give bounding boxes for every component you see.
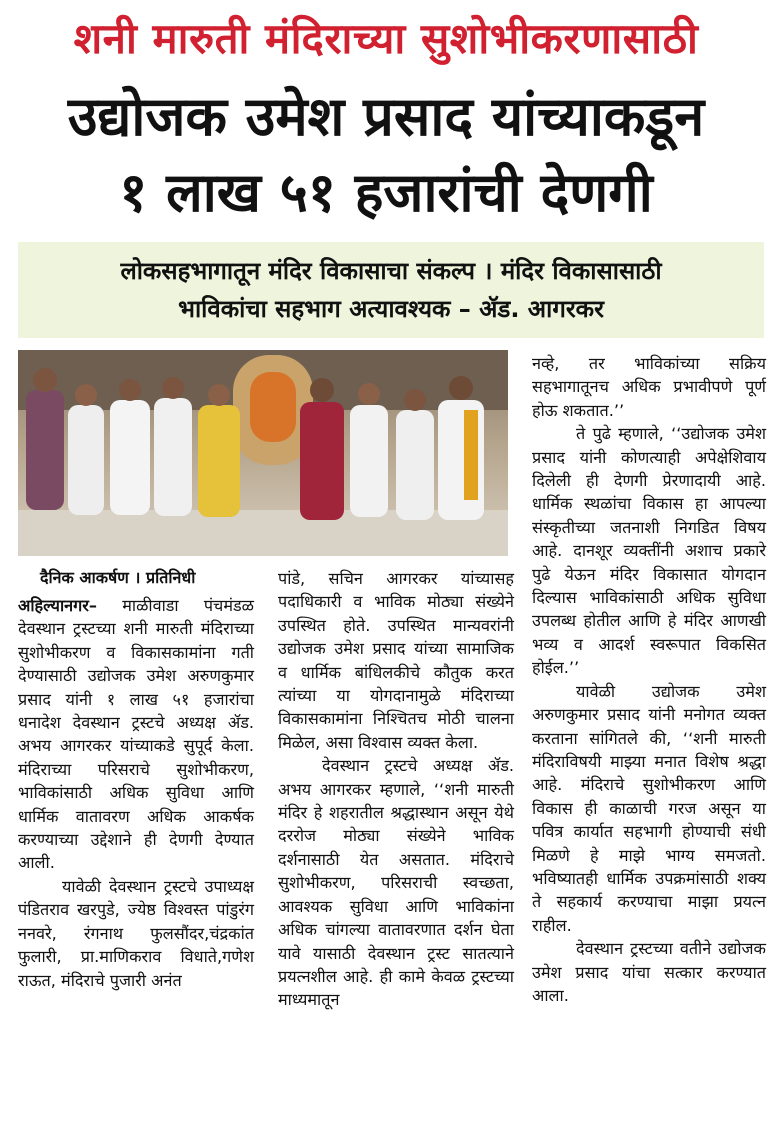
headline-line-1: उद्योजक उमेश प्रसाद यांच्याकडून xyxy=(67,85,705,148)
subheadline-line-1: लोकसहभागातून मंदिर विकासाचा संकल्प । मंदिर विकासासाठी xyxy=(120,257,662,285)
article-paragraph: यावेळी देवस्थान ट्रस्टचे उपाध्यक्ष पंडितराव खरपुडे, ज्येष्ठ विश्वस्त पांडुरंग ननवरे, रंगनाथ फुलसौंदर,चंद्रकांत फुलारी, प्रा.माणिकराव विधाते,गणेश राऊत, मंदिराचे पुजारी अनंत xyxy=(18,876,254,990)
article-paragraph: देवस्थान ट्रस्टच्या वतीने उद्योजक उमेश प्रसाद यांचा सत्कार करण्यात आला. xyxy=(532,939,766,1005)
headline-kicker: शनी मारुती मंदिराच्या सुशोभीकरणासाठी xyxy=(73,14,699,63)
event-photo xyxy=(18,350,508,556)
subheadline-box xyxy=(18,242,764,338)
article-paragraph: देवस्थान ट्रस्टचे अध्यक्ष ॲड. अभय आगरकर म्हणाले, ‘‘शनी मारुती मंदिर हे शहरातील श्रद्धास्थान असून येथे दररोज मोठ्या संख्येने भाविक दर्शनासाठी येत असतात. मंदिराचे सुशोभीकरण, परिसराची स्वच्छता, आवश्यक सुविधा आणि भाविकांना अधिक चांगल्या वातावरणात दर्शन घेता यावे यासाठी देवस्थान ट्रस्ट सातत्याने प्रयत्नशील आहे. ही कामे केवळ ट्रस्टच्या माध्यमातून xyxy=(278,756,514,1010)
byline: दैनिक आकर्षण । प्रतिनिधी xyxy=(40,568,196,587)
article-column-3 xyxy=(532,352,766,1007)
article-paragraph: नव्हे, तर भाविकांच्या सक्रिय सहभागातूनच अधिक प्रभावीपणे पूर्ण होऊ शकतात.’’ xyxy=(532,354,766,420)
dateline-place: अहिल्यानगर– xyxy=(18,596,97,615)
subheadline-line-2: भाविकांचा सहभाग अत्यावश्यक – ॲड. आगरकर xyxy=(178,295,604,323)
article-column-1 xyxy=(18,594,254,992)
article-paragraph xyxy=(18,594,254,875)
article-paragraph: यावेळी उद्योजक उमेश अरुणकुमार प्रसाद यांनी मनोगत व्यक्त करताना सांगितले की, ‘‘शनी मारुती मंदिराविषयी माझ्या मनात विशेष श्रद्धा आहे. मंदिराचे सुशोभीकरण आणि विकास ही काळाची गरज असून या पवित्र कार्यात सहभागी होण्याची संधी मिळणे हे माझे भाग्य समजतो. भविष्यातही धार्मिक उपक्रमांसाठी शक्य ते सहकार्य करण्याचा माझा प्रयत्न राहील. xyxy=(532,681,766,935)
article-text: माळीवाडा पंचमंडळ देवस्थान ट्रस्टच्या शनी मारुती मंदिराच्या सुशोभीकरण व विकासकामांना गती देण्यासाठी उद्योजक उमेश अरुणकुमार प्रसाद यांनी १ लाख ५१ हजारांचा धनादेश देवस्थान ट्रस्टचे अध्यक्ष ॲड. अभय आगरकर यांच्याकडे सुपूर्द केला. मंदिराच्या परिसराचे सुशोभीकरण, भाविकांसाठी अधिक सुविधा आणि धार्मिक वातावरण अधिक आकर्षक करण्याच्या उद्देशाने ही देणगी देण्यात आली. xyxy=(18,596,254,873)
headline-line-2: १ लाख ५१ हजारांची देणगी xyxy=(119,161,653,224)
article-paragraph: ते पुढे म्हणाले, ‘‘उद्योजक उमेश प्रसाद यांनी कोणत्याही अपेक्षेशिवाय दिलेली ही देणगी प्रेरणादायी आहे. धार्मिक स्थळांचा विकास हा आपल्या संस्कृतीच्या जतनाशी निगडित विषय आहे. दानशूर व्यक्तींनी अशाच प्रकारे पुढे येऊन मंदिर विकासात योगदान दिल्यास भाविकांसाठी अधिक सुविधा उपलब्ध होतील आणि हे मंदिर आणखी भव्य व आदर्श स्वरूपात विकसित होईल.’’ xyxy=(532,424,766,678)
event-photo-illustration xyxy=(18,350,508,556)
article-column-2 xyxy=(278,567,514,1012)
article-paragraph: पांडे, सचिन आगरकर यांच्यासह पदाधिकारी व भाविक मोठ्या संख्येने उपस्थित होते. उपस्थित मान्यवरांनी उद्योजक उमेश प्रसाद यांच्या सामाजिक व धार्मिक बांधिलकीचे कौतुक करत त्यांच्या या योगदानामुळे मंदिराच्या विकासकामांना निश्चितच मोठी चालना मिळेल, असा विश्वास व्यक्त केला. xyxy=(278,569,514,752)
